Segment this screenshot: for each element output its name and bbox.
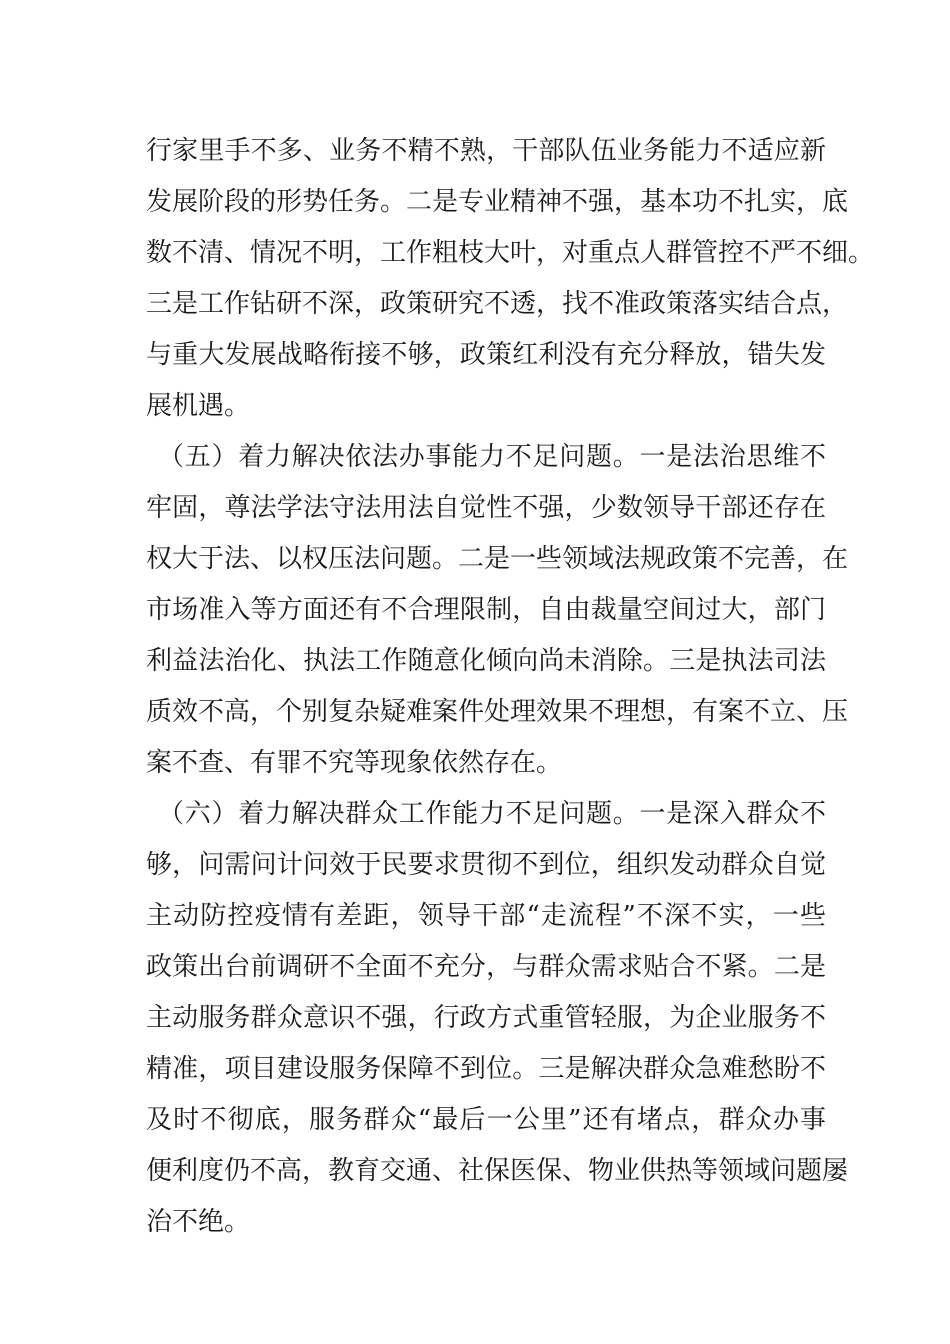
section-heading-line: （五）着力解决依法办事能力不足问题。一是法治思维不 (158, 442, 826, 472)
body-line: 精准，项目建设服务保障不到位。三是解决群众急难愁盼不 (146, 1054, 826, 1084)
body-line: 够，问需问计问效于民要求贯彻不到位，组织发动群众自觉 (146, 850, 826, 880)
body-line: 治不绝。 (146, 1207, 251, 1237)
body-line: 三是工作钻研不深，政策研究不透，找不准政策落实结合点， (146, 289, 849, 319)
body-line: 权大于法、以权压法问题。二是一些领域法规政策不完善，在 (146, 544, 849, 574)
body-line: 市场准入等方面还有不合理限制，自由裁量空间过大，部门 (146, 595, 826, 625)
body-line: 及时不彻底，服务群众“最后一公里”还有堵点，群众办事 (146, 1105, 826, 1135)
body-line: 发展阶段的形势任务。二是专业精神不强，基本功不扎实，底 (146, 187, 849, 217)
body-line: 质效不高，个别复杂疑难案件处理效果不理想，有案不立、压 (146, 697, 849, 727)
body-line: 数不清、情况不明，工作粗枝大叶，对重点人群管控不严不细。 (146, 238, 875, 268)
body-line: 展机遇。 (146, 391, 251, 421)
body-line: 案不查、有罪不究等现象依然存在。 (146, 748, 563, 778)
document-body (146, 126, 875, 1248)
section-heading-line: （六）着力解决群众工作能力不足问题。一是深入群众不 (158, 799, 826, 829)
body-line: 利益法治化、执法工作随意化倾向尚未消除。三是执法司法 (146, 646, 826, 676)
body-line: 主动防控疫情有差距，领导干部“走流程”不深不实，一些 (146, 901, 826, 931)
body-line: 行家里手不多、业务不精不熟，干部队伍业务能力不适应新 (146, 136, 826, 166)
body-line: 牢固，尊法学法守法用法自觉性不强，少数领导干部还存在 (146, 493, 826, 523)
body-line: 政策出台前调研不全面不充分，与群众需求贴合不紧。二是 (146, 952, 826, 982)
body-line: 主动服务群众意识不强，行政方式重管轻服，为企业服务不 (146, 1003, 826, 1033)
body-line: 便利度仍不高，教育交通、社保医保、物业供热等领域问题屡 (146, 1156, 849, 1186)
body-line: 与重大发展战略衔接不够，政策红利没有充分释放，错失发 (146, 340, 826, 370)
